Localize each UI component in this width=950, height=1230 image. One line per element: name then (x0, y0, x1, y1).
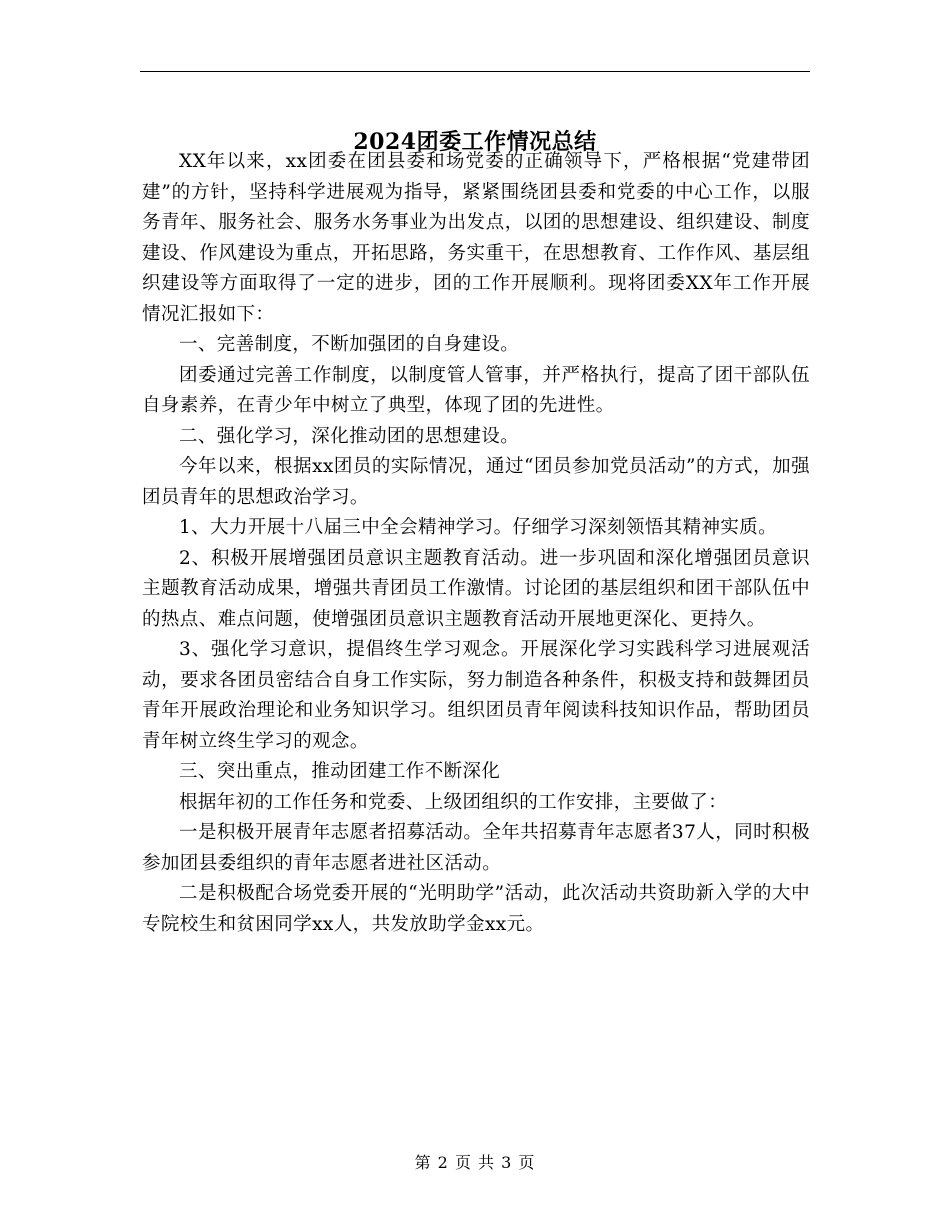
paragraph-section-2: 今年以来，根据xx团员的实际情况，通过“团员参加党员活动”的方式，加强团员青年的思想政治学习。 (142, 456, 810, 508)
page-footer: 第 2 页 共 3 页 (414, 1153, 536, 1172)
list-item-3: 3、强化学习意识，提倡终生学习观念。开展深化学习实践科学习进展观活动，要求各团员密结合自身工作实际，努力制造各种条件，积极支持和鼓舞团员青年开展政治理论和业务知识学习。组织团员青年阅读科技知识作品，帮助团员青年树立终生学习的观念。 (142, 639, 810, 752)
list-item-1: 1、大力开展十八届三中全会精神学习。仔细学习深刻领悟其精神实质。 (179, 517, 778, 538)
paragraph-volunteers: 一是积极开展青年志愿者招募活动。全年共招募青年志愿者37人，同时积极参加团县委组织的青年志愿者进社区活动。 (142, 822, 810, 874)
paragraph-section-3: 根据年初的工作任务和党委、上级团组织的工作安排，主要做了： (179, 791, 728, 813)
paragraph-intro: XX年以来，xx团委在团县委和场党委的正确领导下，严格根据“党建带团建”的方针，坚持科学进展观为指导，紧紧围绕团县委和党委的中心工作，以服务青年、服务社会、服务水务事业为出发点，以团的思想建设、组织建设、制度建设、作风建设为重点，开拓思路，务实重干，在思想教育、工作作风、基层组织建设等方面取得了一定的进步，团的工作开展顺利。现将团委XX年工作开展情况汇报如下： (142, 151, 810, 325)
section-heading-2: 二、强化学习，深化推动团的思想建设。 (179, 425, 520, 447)
header-rule (140, 71, 810, 72)
section-heading-3: 三、突出重点，推动团建工作不断深化 (179, 761, 501, 782)
paragraph-scholarship: 二是积极配合场党委开展的“光明助学”活动，此次活动共资助新入学的大中专院校生和贫困同学xx人，共发放助学金xx元。 (142, 883, 810, 935)
document-body (142, 147, 810, 940)
list-item-2: 2、积极开展增强团员意识主题教育活动。进一步巩固和深化增强团员意识主题教育活动成果，增强共青团员工作激情。讨论团的基层组织和团干部队伍中的热点、难点问题，使增强团员意识主题教育活动开展地更深化、更持久。 (142, 547, 810, 630)
document-title: 2024团委工作情况总结 (353, 128, 597, 155)
section-heading-1: 一、完善制度，不断加强团的自身建设。 (179, 334, 520, 355)
paragraph-section-1: 团委通过完善工作制度，以制度管人管事，并严格执行，提高了团干部队伍自身素养，在青少年中树立了典型，体现了团的先进性。 (142, 364, 810, 416)
